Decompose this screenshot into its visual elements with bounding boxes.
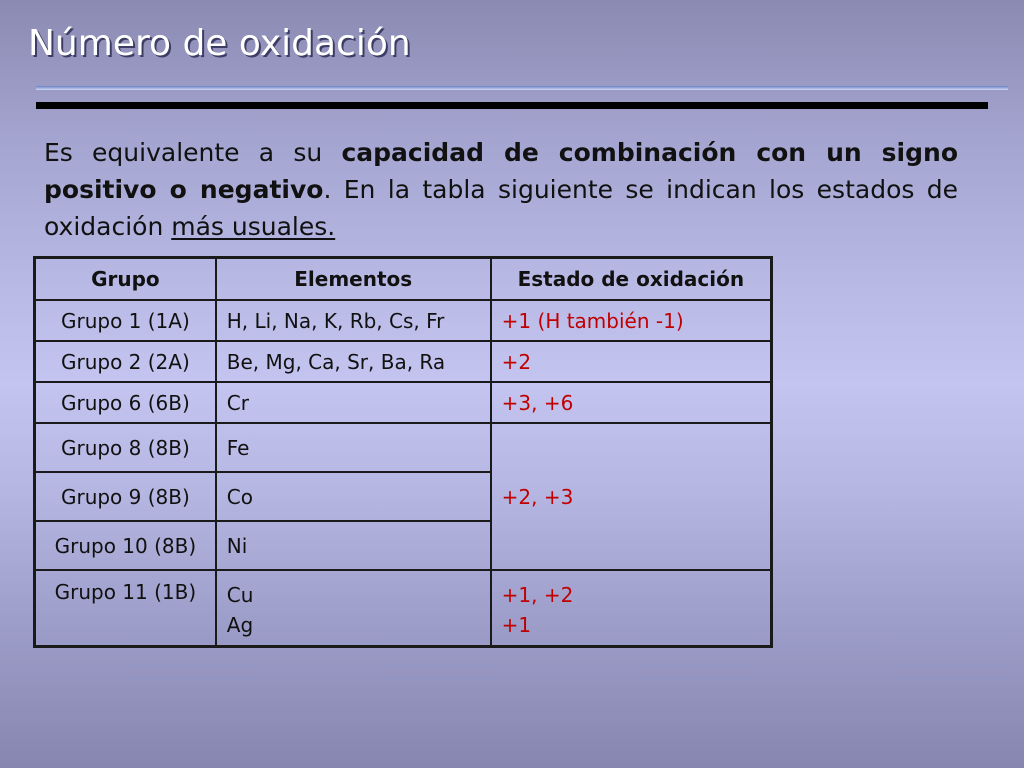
table-header-row: [35, 258, 772, 301]
element-line: Cu: [226, 583, 254, 607]
intro-paragraph: [44, 134, 958, 245]
intro-text-middle: . En la tabla siguiente se indican los estados de oxidación: [44, 175, 958, 241]
oxidation-state-cell: +1 (H también -1): [491, 300, 772, 341]
header-estado-oxidacion: Estado de oxidación: [491, 258, 772, 301]
table-row: [35, 341, 772, 382]
oxidation-state-line: +1, +2: [501, 583, 574, 607]
intro-text-start: Es equivalente a su: [44, 138, 342, 167]
intro-bold-phrase: capacidad de combinación con un signo positivo o negativo: [44, 138, 958, 204]
group-cell: Grupo 11 (1B): [35, 570, 216, 647]
intro-underlined-phrase: más usuales.: [171, 212, 336, 241]
elements-cell: Co: [216, 472, 491, 521]
elements-cell: Fe: [216, 423, 491, 472]
oxidation-state-cell: [491, 570, 772, 647]
elements-cell: [216, 570, 491, 647]
table-row: [35, 570, 772, 647]
title-underline-thick: [36, 102, 988, 109]
elements-cell: Cr: [216, 382, 491, 423]
table-row: [35, 423, 772, 472]
group-cell: Grupo 8 (8B): [35, 423, 216, 472]
elements-cell: Be, Mg, Ca, Sr, Ba, Ra: [216, 341, 491, 382]
group-cell: Grupo 6 (6B): [35, 382, 216, 423]
title-underline-thin: [36, 86, 1008, 90]
oxidation-state-line: +1: [501, 613, 532, 637]
header-grupo: Grupo: [35, 258, 216, 301]
elements-cell: H, Li, Na, K, Rb, Cs, Fr: [216, 300, 491, 341]
header-elementos: Elementos: [216, 258, 491, 301]
elements-cell: Ni: [216, 521, 491, 570]
oxidation-state-merged-cell: +2, +3: [491, 423, 772, 570]
group-cell: Grupo 2 (2A): [35, 341, 216, 382]
oxidation-states-table: [33, 256, 773, 648]
group-cell: Grupo 9 (8B): [35, 472, 216, 521]
slide-title: Número de oxidación: [28, 23, 411, 64]
group-cell: Grupo 10 (8B): [35, 521, 216, 570]
element-line: Ag: [226, 613, 254, 637]
oxidation-state-cell: +2: [491, 341, 772, 382]
table-row: [35, 382, 772, 423]
oxidation-state-cell: +3, +6: [491, 382, 772, 423]
table-row: [35, 300, 772, 341]
group-cell: Grupo 1 (1A): [35, 300, 216, 341]
